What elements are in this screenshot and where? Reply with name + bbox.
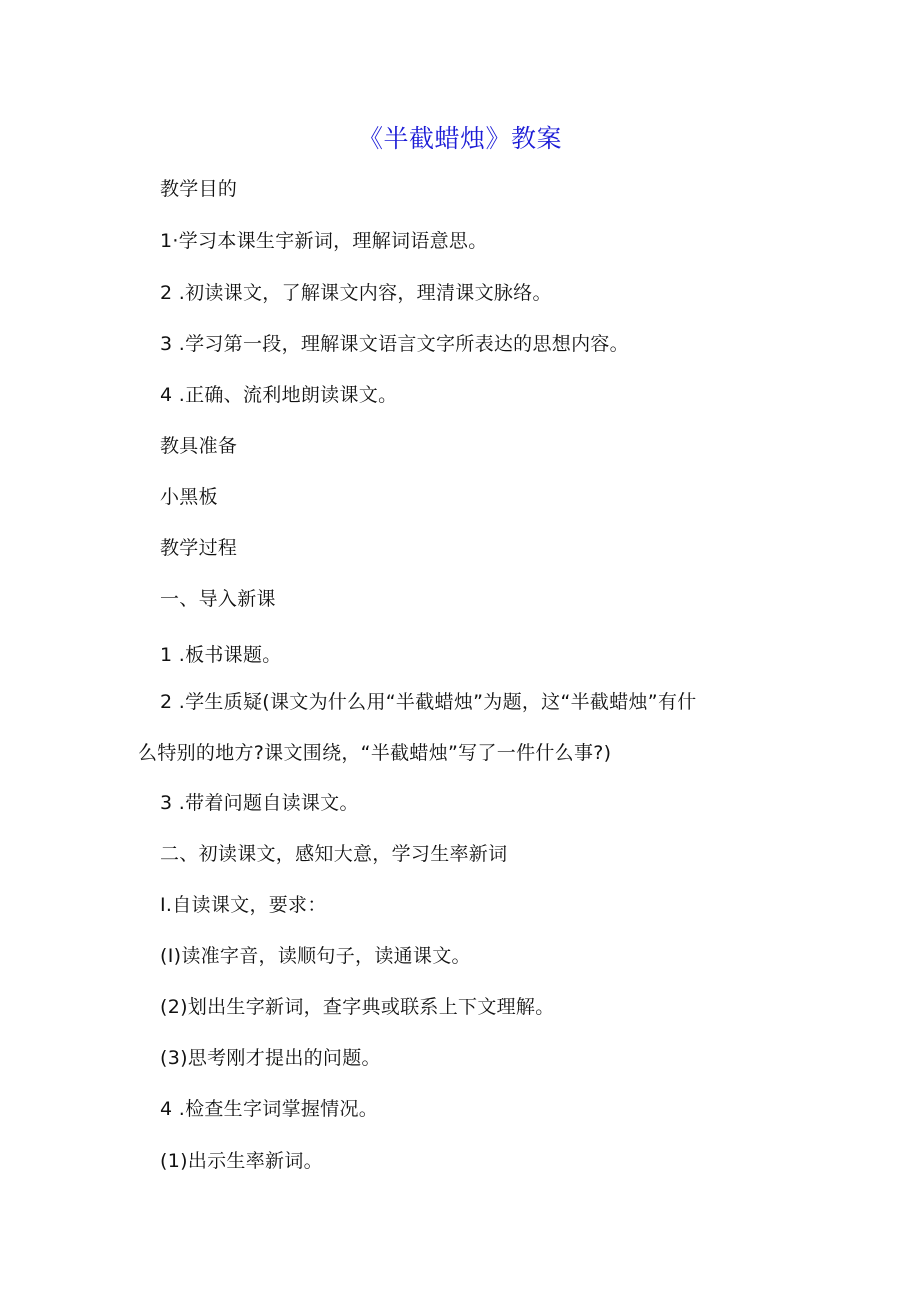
teaching-aids-text: 小黑板 xyxy=(160,486,218,508)
heading-teaching-aids: 教具准备 xyxy=(160,435,238,457)
objective-item-3: 3 .学习第一段，理解课文语言文字所表达的思想内容。 xyxy=(160,333,629,355)
vocabulary-step-1: (1)出示生率新词。 xyxy=(160,1150,323,1172)
objective-item-1: 1·学习本课生宇新词，理解词语意思。 xyxy=(160,230,488,252)
process-item-2: 2 .学生质疑(课文为什么用“半截蜡烛”为题，这“半截蜡烛”有什 xyxy=(160,691,697,713)
objective-item-2: 2 .初读课文，了解课文内容，理清课文脉络。 xyxy=(160,282,552,304)
reading-requirement-3: (3)思考刚才提出的问题。 xyxy=(160,1047,381,1069)
heading-teaching-process: 教学过程 xyxy=(160,537,238,559)
process-item-2-continued: 么特别的地方?课文围绕，“半截蜡烛”写了一件什么事?) xyxy=(138,742,612,764)
document-title: 《半截蜡烛》教案 xyxy=(357,124,562,153)
section-heading-2: 二、初读课文，感知大意，学习生率新词 xyxy=(160,843,508,865)
process-item-1: 1 .板书课题。 xyxy=(160,644,282,666)
heading-teaching-objectives: 教学目的 xyxy=(160,178,238,200)
section-heading-1: 一、导入新课 xyxy=(160,588,276,610)
reading-task: I.自读课文，要求： xyxy=(160,894,327,916)
reading-requirement-2: (2)划出生字新词，查字典或联系上下文理解。 xyxy=(160,996,555,1018)
process-item-3: 3 .带着问题自读课文。 xyxy=(160,792,359,814)
objective-item-4: 4 .正确、流利地朗读课文。 xyxy=(160,384,398,406)
reading-requirement-1: (I)读准字音，读顺句子，读通课文。 xyxy=(160,945,471,967)
vocabulary-check: 4 .检查生字词掌握情况。 xyxy=(160,1098,379,1120)
